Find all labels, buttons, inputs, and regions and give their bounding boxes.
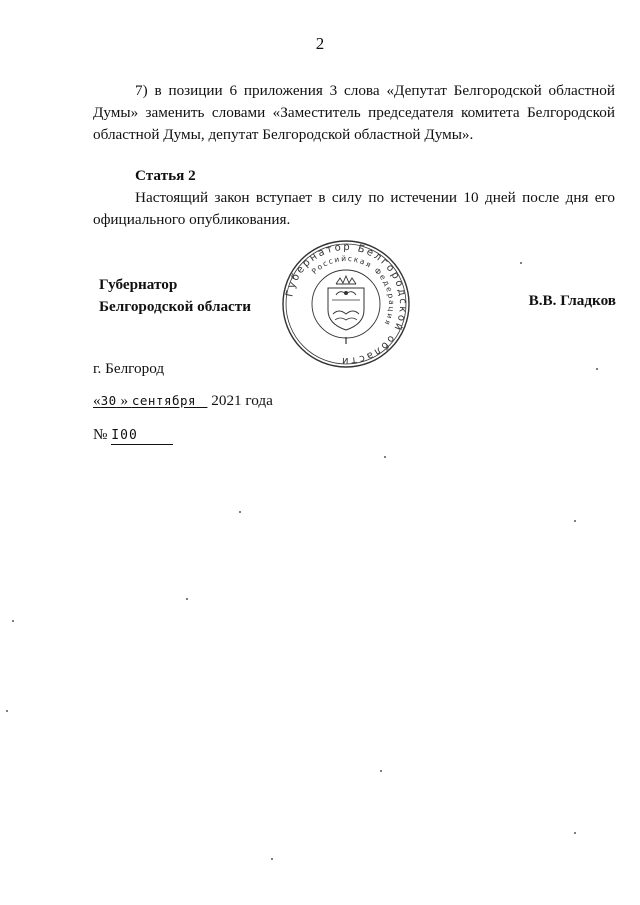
- paragraph-line: Настоящий закон вступает в силу по истечении 10 дней после дня его: [135, 189, 615, 206]
- page-number: 2: [315, 34, 325, 53]
- number-value: I00: [111, 428, 138, 443]
- signing-place: г. Белгород: [93, 360, 165, 377]
- date-close-quote: »: [120, 392, 129, 409]
- law-number: [93, 424, 173, 446]
- seal-outer-text: Губернатор Белгородской области: [284, 241, 409, 367]
- scan-speck: [239, 511, 241, 513]
- paragraph-line: областной Думы, депутат Белгородской областной Думы».: [93, 126, 474, 143]
- scan-speck: [596, 368, 598, 370]
- date-day: 30: [100, 393, 117, 408]
- signatory-position-line: Белгородской области: [99, 298, 252, 315]
- scan-speck: [186, 598, 188, 600]
- scan-speck: [6, 710, 8, 712]
- signatory-name: В.В. Гладков: [528, 292, 616, 309]
- number-sign: №: [93, 426, 108, 443]
- amendment-item-7: [93, 80, 615, 146]
- date-open-quote: «: [93, 392, 101, 409]
- paragraph-line: Думы» заменить словами «Заместитель председателя комитета Белгородской: [93, 104, 615, 121]
- date-month: сентября: [131, 393, 197, 408]
- scan-speck: [520, 262, 522, 264]
- seal-inner-text: Российская Федерация: [309, 253, 397, 328]
- paragraph-line: 7) в позиции 6 приложения 3 слова «Депутат Белгородской областной: [135, 82, 615, 99]
- date-field: [93, 392, 207, 409]
- scan-speck: [384, 456, 386, 458]
- scan-speck: [271, 858, 273, 860]
- article-2-title: Статья 2: [135, 167, 196, 184]
- date-year: 2021 года: [211, 392, 273, 409]
- scan-speck: [574, 832, 576, 834]
- official-seal-stamp: [280, 238, 412, 370]
- article-2-text: [93, 187, 615, 231]
- scan-speck: [12, 620, 14, 622]
- paragraph-line: официального опубликования.: [93, 211, 291, 228]
- signatory-position-line: Губернатор: [99, 276, 178, 293]
- coat-of-arms-icon: [328, 276, 364, 330]
- seal-inner-ring: [312, 270, 380, 338]
- number-field: [111, 427, 173, 445]
- signatory-position: [99, 274, 251, 318]
- signing-date: [93, 390, 273, 412]
- scan-speck: [380, 770, 382, 772]
- scan-speck: [574, 520, 576, 522]
